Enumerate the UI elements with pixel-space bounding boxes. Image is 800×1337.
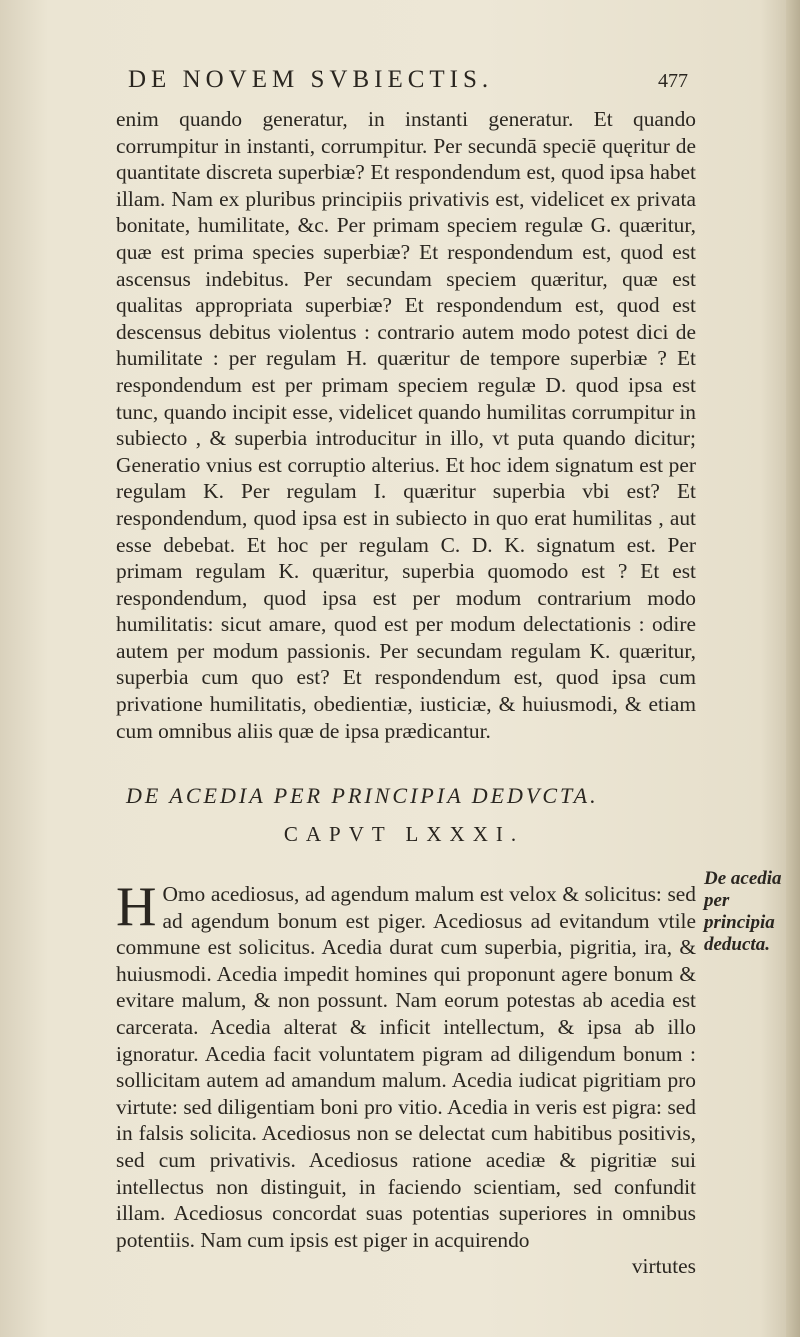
- paragraph: enim quando generatur, in instanti generatur. Et quando corrumpitur in instanti, corrumpitur. Per secundā speciē quęritur de quantitate discreta superbiæ? Et respondendum est, quod ipsa habet illam. Nam ex pluribus principiis privativis est, videlicet ex privata bonitate, humilitate, &c. Per primam speciem regulæ G. quæritur, quæ est prima species superbiæ? Et respondendum est, quod est ascensus indebitus. Per secundam speciem quæritur, quæ est qualitas appropriata superbiæ? Et respondendum est, quod est descensus debitus violentus : contrario autem modo potest dici de humilitate : per regulam H. quæritur de tempore superbiæ ? Et respondendum est per primam speciem regulæ D. quod ipsa est tunc, quando incipit esse, videlicet quando humilitas corrumpitur in subiecto , & superbia introducitur in illo, vt puta quando dicitur; Generatio vnius est corruptio alterius. Et hoc idem signatum est per regulam K. Per regulam I. quæritur superbia vbi est? Et respondendum, quod ipsa est in subiecto in quo erat humilitas , aut esse debebat. Et hoc per regulam C. D. K. signatum est. Per primam regulam K. quæritur, superbia quomodo est ? Et est respondendum, quod ipsa est per modum contrarium modo humilitatis: sicut amare, quod est per modum delectationis : odire autem per modum passionis. Per secundam regulam K. quæritur, superbia cum quo est? Et respondendum est, quod ipsa cum privatione humilitatis, obedientiæ, iusticiæ, & huiusmodi, & etiam cum omnibus aliis quæ de ipsa prædicantur.: [116, 107, 696, 743]
- body-text-top: [116, 106, 696, 744]
- page-edge: [786, 0, 800, 1337]
- body-text-bottom: [116, 876, 696, 1280]
- catchword: virtutes: [631, 1254, 696, 1279]
- paragraph: Omo acediosus, ad agendum malum est velox & solicitus: sed ad agendum bonum est piger. Acediosus ad evitandum vtile commune est solicitus. Acedia durat cum superbia, pigritia, ira, & huiusmodi. Acedia impedit homines qui proponunt agere bonum & evitare malum, & non possunt. Nam eorum potestas ab acedia est carcerata. Acedia alterat & inficit intellectum, & ipsa ab illo ignoratur. Acedia facit voluntatem pigram ad diligendum bonum : sollicitam autem ad amandum malum. Acedia iudicat pigritiam pro virtute: sed diligentiam boni pro vitio. Acedia in veris est pigra: sed in falsis solicita. Acediosus non se delectat cum habitibus positivis, sed cum privativis. Acediosus ratione acediæ & pigritiæ sui intellectus non distinguit, in faciendo scientiam, sed confundit illam. Acediosus concordat suas potentias superiores in omnibus potentiis. Nam cum ipsis est piger in acquirendo: [116, 882, 696, 1252]
- page-number: 477: [658, 70, 688, 92]
- drop-cap: H: [116, 876, 157, 938]
- section-title: DE ACEDIA PER PRINCIPIA DEDVCTA.: [126, 783, 599, 808]
- page-header: [128, 66, 688, 94]
- running-title: DE NOVEM SVBIECTIS.: [128, 66, 494, 93]
- marginal-note: De acedia per principia deducta.: [704, 868, 782, 955]
- chapter-heading: CAPVT LXXXI.: [283, 822, 525, 846]
